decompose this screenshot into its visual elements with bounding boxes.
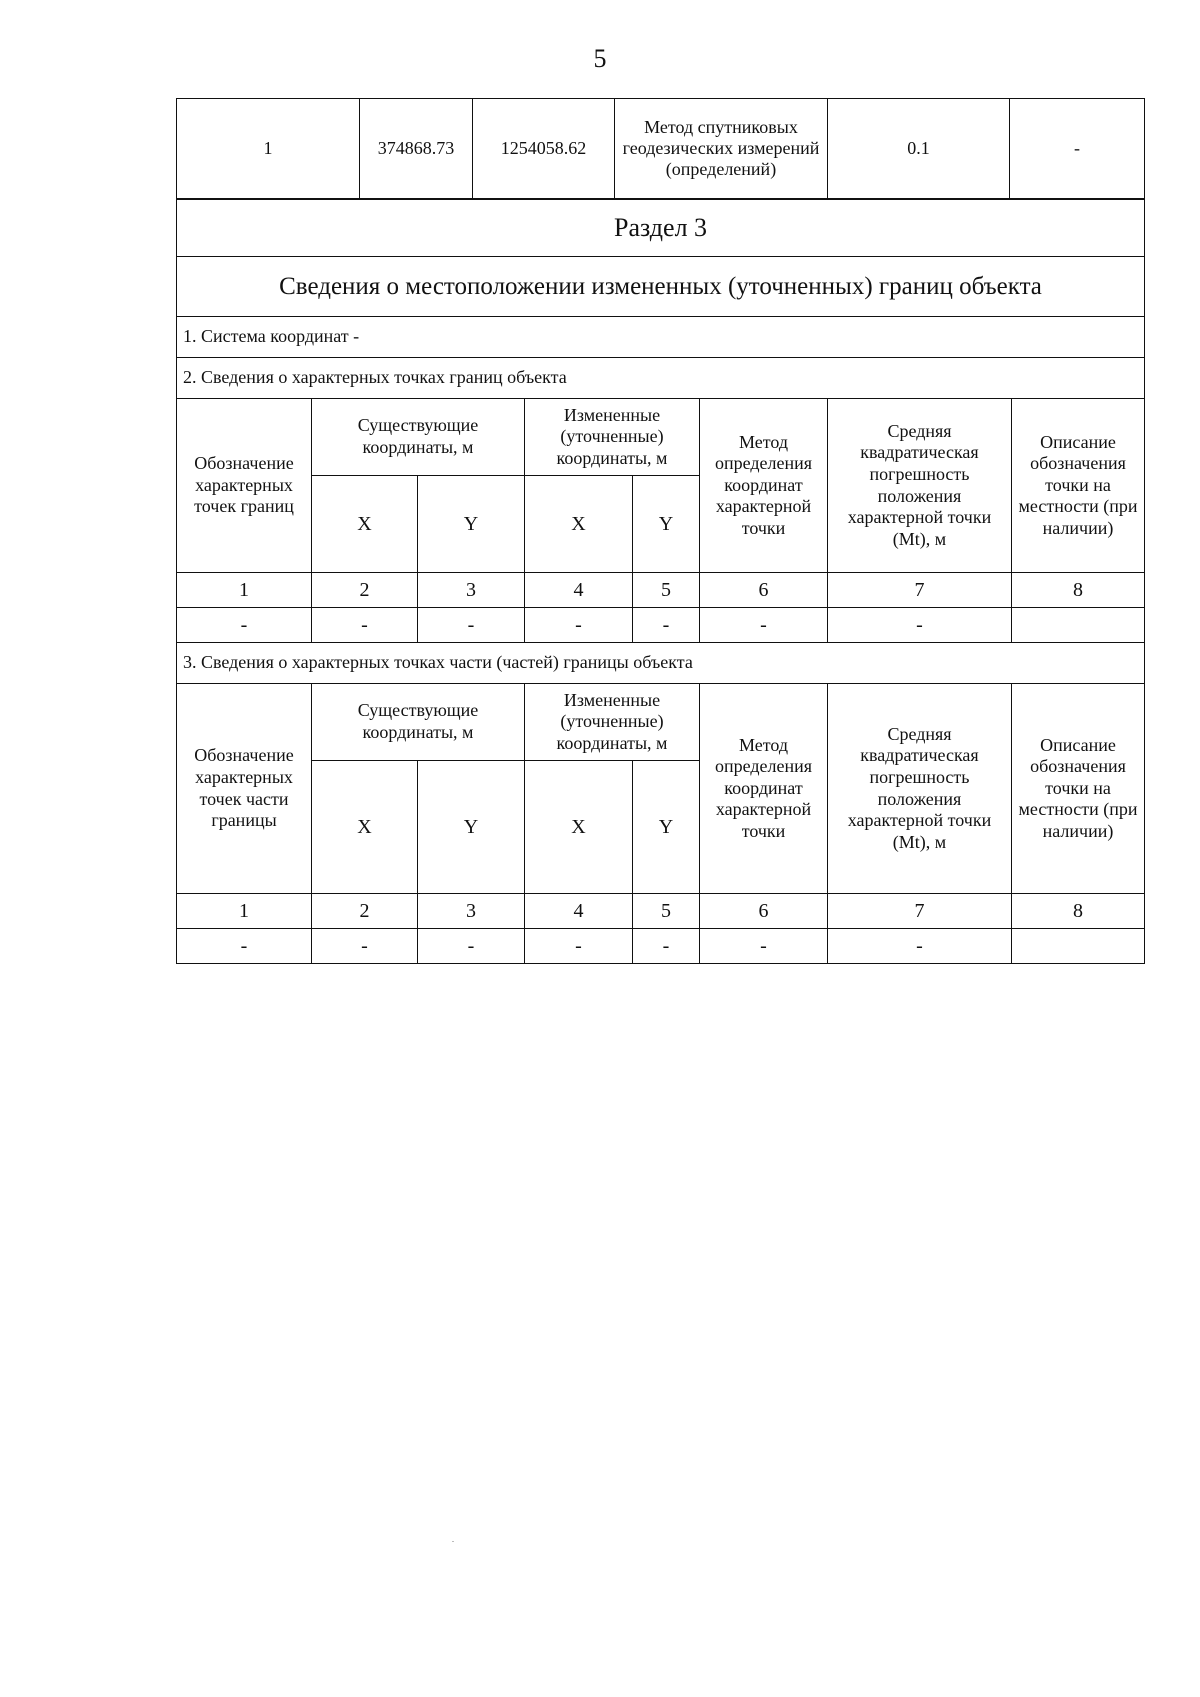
description-header: Описание обозначения точки на местности (при наличии) [1012, 684, 1145, 894]
table-cell: - [418, 608, 525, 643]
column-number: 4 [525, 894, 633, 929]
column-number: 4 [525, 573, 633, 608]
column-number: 7 [828, 894, 1012, 929]
column-number: 1 [177, 894, 312, 929]
coordinate-x: 374868.73 [360, 99, 473, 199]
method-header: Метод определения координат характерной точки [700, 684, 828, 894]
column-numbers-row [177, 894, 1145, 929]
column-number: 7 [828, 573, 1012, 608]
column-number: 5 [633, 894, 700, 929]
y-header: Y [418, 761, 525, 894]
designation-header: Обозначение характерных точек части границы [177, 684, 312, 894]
table-cell: - [418, 929, 525, 964]
table-cell: - [700, 929, 828, 964]
coordinate-y: 1254058.62 [473, 99, 615, 199]
description-header: Описание обозначения точки на местности (при наличии) [1012, 399, 1145, 573]
existing-coords-header: Существующие координаты, м [312, 684, 525, 761]
table-cell: - [828, 929, 1012, 964]
table-cell [1012, 929, 1145, 964]
column-number: 3 [418, 573, 525, 608]
column-number: 8 [1012, 573, 1145, 608]
table-row [177, 929, 1145, 964]
existing-coords-header: Существующие координаты, м [312, 399, 525, 476]
scan-speck [452, 1541, 454, 1542]
table-cell: - [633, 929, 700, 964]
accuracy-header: Средняя квадратическая погрешность положения характерной точки (Mt), м [828, 684, 1012, 894]
y-header: Y [633, 476, 700, 573]
column-number: 2 [312, 573, 418, 608]
page-number: 5 [593, 44, 607, 73]
method-cell: Метод спутниковых геодезических измерений (определений) [615, 99, 828, 199]
section-3-table [176, 199, 1145, 964]
changed-coords-header: Измененные (уточненные) координаты, м [525, 399, 700, 476]
column-number: 3 [418, 894, 525, 929]
column-number: 1 [177, 573, 312, 608]
column-number: 6 [700, 894, 828, 929]
part-points-heading: 3. Сведения о характерных точках части (частей) границы объекта [177, 643, 1145, 684]
x-header: X [312, 761, 418, 894]
x-header: X [525, 476, 633, 573]
header-row [177, 684, 1145, 761]
table-cell: - [525, 608, 633, 643]
header-row [177, 399, 1145, 476]
x-header: X [312, 476, 418, 573]
document-sheet [176, 98, 1144, 964]
table-row [177, 99, 1145, 199]
table-cell: - [525, 929, 633, 964]
changed-coords-header: Измененные (уточненные) координаты, м [525, 684, 700, 761]
table-cell: - [700, 608, 828, 643]
coordinate-system: 1. Система координат - [177, 317, 1145, 358]
point-number: 1 [177, 99, 360, 199]
designation-header: Обозначение характерных точек границ [177, 399, 312, 573]
description-cell: - [1010, 99, 1145, 199]
accuracy-cell: 0.1 [828, 99, 1010, 199]
section-subtitle: Сведения о местоположении измененных (уточненных) границ объекта [177, 257, 1145, 317]
table-cell: - [828, 608, 1012, 643]
table-row [177, 608, 1145, 643]
continuation-table [176, 98, 1145, 199]
y-header: Y [418, 476, 525, 573]
x-header: X [525, 761, 633, 894]
column-number: 6 [700, 573, 828, 608]
boundary-points-heading: 2. Сведения о характерных точках границ объекта [177, 358, 1145, 399]
table-cell: - [177, 929, 312, 964]
coordinate-system-row [177, 317, 1145, 358]
section-subtitle-row [177, 257, 1145, 317]
table-cell: - [633, 608, 700, 643]
table-cell: - [312, 608, 418, 643]
column-numbers-row [177, 573, 1145, 608]
boundary-points-heading-row [177, 358, 1145, 399]
column-number: 2 [312, 894, 418, 929]
table-cell: - [312, 929, 418, 964]
y-header: Y [633, 761, 700, 894]
column-number: 8 [1012, 894, 1145, 929]
part-points-heading-row [177, 643, 1145, 684]
section-title-row [177, 200, 1145, 257]
column-number: 5 [633, 573, 700, 608]
accuracy-header: Средняя квадратическая погрешность положения характерной точки (Mt), м [828, 399, 1012, 573]
table-cell [1012, 608, 1145, 643]
table-cell: - [177, 608, 312, 643]
section-title: Раздел 3 [177, 200, 1145, 257]
method-header: Метод определения координат характерной точки [700, 399, 828, 573]
